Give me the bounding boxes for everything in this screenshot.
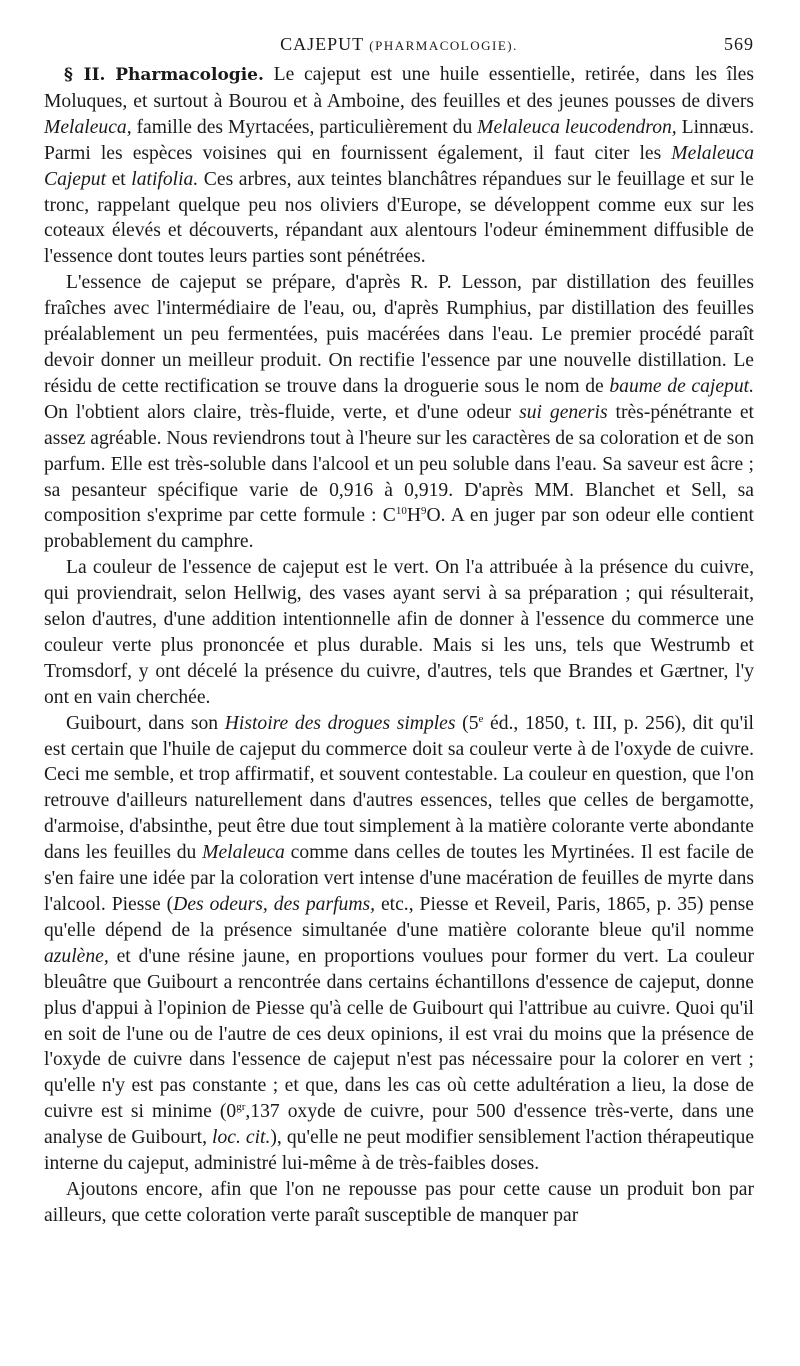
- text-run: On l'obtient alors claire, très-fluide, verte, et d'une odeur: [44, 401, 520, 423]
- text-run: Ces arbres, aux teintes blanchâtres répandues sur le feuillage et sur le tronc, rappelant quelque peu nos oliviers d'Europe, se développent comme eux sur les coteaux élevés et découverts, répandant aux alentours l'odeur éminemment diffusible de l'essence dont toutes leurs parties sont pénétrées.: [44, 168, 754, 268]
- text-run: L'essence de cajeput se prépare, d'après R. P. Lesson, par distillation des feuilles fraîches avec l'intermédiaire de l'eau, ou, d'après Rumphius, par distillation des feuilles préalablement un peu fermentées, puis macérées dans l'eau. Le premier procédé paraît devoir donner un meilleur produit. On rectifie l'essence par une nouvelle distillation. Le résidu de cette rectification se trouve dans la droguerie sous le nom de: [44, 272, 754, 397]
- text-run: Linnæus. Parmi les espèces voisines qui en fournissent également, il faut citer les: [44, 116, 754, 164]
- superscript: gr: [236, 1101, 246, 1114]
- paragraph-1: [44, 62, 754, 270]
- italic-run: latifolia.: [131, 168, 199, 190]
- superscript: 9: [421, 505, 427, 518]
- text-run: et d'une résine jaune, en proportions voulues pour former du vert. La couleur bleuâtre que Guibourt a rencontrée dans certains échantillons d'essence de cajeput, donne plus d'appui à l'opinion de Piesse qu'à celle de Guibourt qui l'attribue au cuivre. Quoi qu'il en soit de l'une ou de l'autre de ces deux opinions, il est vrai du moins que la présence de l'oxyde de cuivre dans l'essence de cajeput n'est pas nécessaire pour la colorer en vert ; qu'elle n'y est pas constante ; et que, dans les cas où cette adultération a lieu, la dose de cuivre est si minime (0: [44, 945, 754, 1123]
- text-run: très-pénétrante et assez agréable. Nous reviendrons tout à l'heure sur les caractères de sa coloration et de son parfum. Elle est très-soluble dans l'alcool et un peu soluble dans l'eau. Sa saveur est âcre ; sa pesanteur spécifique varie de 0,916 à 0,919. D'après MM. Blanchet et Sell, sa composition s'exprime par cette formule : C: [44, 401, 754, 527]
- text-run: comme dans celles de toutes les Myrtinées. Il est facile de s'en faire une idée par la coloration vert intense d'une macération de feuilles de myrte dans l'alcool. Piesse (: [44, 842, 754, 915]
- text-run: ,137 oxyde de cuivre, pour 500 d'essence très-verte, dans une analyse de Guibourt,: [44, 1101, 754, 1149]
- section-number: § II.: [64, 65, 106, 85]
- italic-run: Melaleuca Cajeput: [44, 142, 754, 190]
- italic-run: Melaleuca,: [44, 116, 132, 138]
- header-title-sub: (PHARMACOLOGIE).: [369, 38, 518, 53]
- text-run: etc., Piesse et Reveil, Paris, 1865, p. 35) pense qu'elle dépend de la présence simultanée d'une matière colorante bleue qu'il nomme: [44, 894, 754, 941]
- italic-run: baume de cajeput.: [609, 375, 754, 397]
- italic-run: Des odeurs, des parfums,: [173, 894, 375, 915]
- italic-run: Melaleuca leucodendron,: [477, 116, 677, 138]
- text-run: et: [106, 168, 132, 190]
- paragraph-3: [44, 555, 754, 710]
- italic-run: Histoire des drogues simples: [224, 712, 456, 734]
- paragraph-5: [44, 1177, 754, 1229]
- text-run: ), qu'elle ne peut modifier sensiblement l'action thérapeutique interne du cajeput, administré lui-même à de très-faibles doses.: [44, 1127, 755, 1175]
- text-run: Ajoutons encore, afin que l'on ne repousse pas pour cette cause un produit bon par ailleurs, que cette coloration verte paraît susceptible de manquer par: [44, 1178, 754, 1226]
- running-header: [44, 28, 754, 62]
- text-run: Guibourt, dans son: [66, 712, 225, 734]
- paragraph-2: [44, 270, 754, 555]
- superscript: 10: [395, 505, 407, 518]
- italic-run: azulène,: [44, 945, 109, 967]
- paragraph-4: [44, 711, 754, 1177]
- text-run: (5: [455, 712, 479, 734]
- text-run: Le cajeput est une huile essentielle, retirée, dans les îles Moluques, et surtout à Bourou et à Amboine, des feuilles et des jeunes pousses de divers: [44, 64, 754, 112]
- text-run: O. A en juger par son odeur elle contient probablement du camphre.: [44, 505, 754, 553]
- section-title: Pharmacologie.: [115, 65, 264, 85]
- header-title-main: CAJEPUT: [280, 34, 364, 54]
- body-text: [44, 62, 754, 1229]
- text-run: H: [406, 505, 422, 527]
- text-run: famille des Myrtacées, particulièrement du: [131, 116, 478, 138]
- page-number: 569: [724, 34, 754, 54]
- italic-run: loc. cit.: [212, 1127, 271, 1149]
- text-run: La couleur de l'essence de cajeput est le vert. On l'a attribuée à la présence du cuivre, qui proviendrait, selon Hellwig, des vases ayant servi à sa préparation ; qui résulterait, selon d'autres, d'une addition intentionnelle afin de donner à l'essence du commerce une couleur verte plus prononcée et plus durable. Mais si les uns, tels que Westrumb et Tromsdorf, y ont décelé la présence du cuivre, d'autres, tels que Brandes et Gærtner, l'y ont en vain cherchée.: [44, 557, 754, 708]
- superscript: e: [478, 712, 484, 725]
- italic-run: sui generis: [519, 401, 608, 423]
- text-run: éd., 1850, t. III, p. 256), dit qu'il est certain que l'huile de cajeput du commerce doit sa couleur verte à de l'oxyde de cuivre. Ceci me semble, et trop affirmatif, et souvent contestable. La couleur en question, que l'on retrouve d'ailleurs naturellement dans d'autres essences, telles que celles de bergamotte, d'armoise, d'absinthe, peut être due tout simplement à la matière colorante verte abondante dans les feuilles du: [44, 712, 755, 864]
- header-title: [280, 28, 518, 55]
- italic-run: Melaleuca: [202, 842, 285, 864]
